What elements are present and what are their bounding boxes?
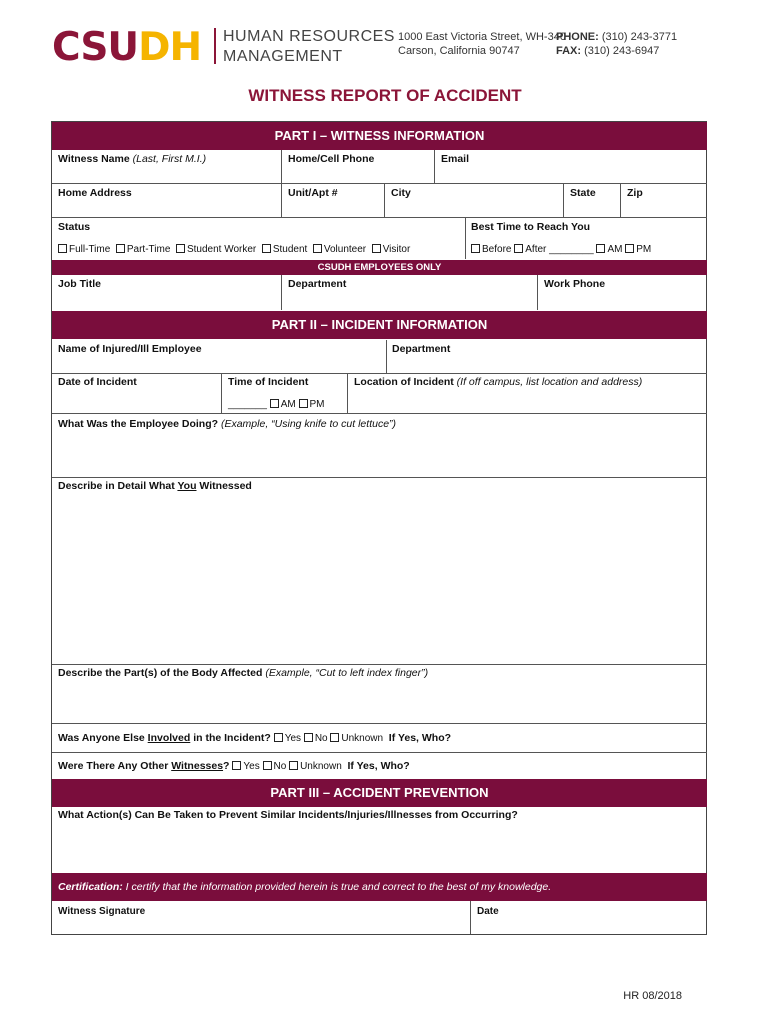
involved-yes-checkbox[interactable]: Yes [274, 733, 301, 744]
anyone-involved-question: Was Anyone Else Involved in the Incident? Yes No Unknown If Yes, Who? [58, 732, 452, 744]
divider [563, 184, 564, 217]
status-visitor-checkbox[interactable]: Visitor [372, 244, 411, 255]
employee-activity-field[interactable]: What Was the Employee Doing? (Example, “Using knife to cut lettuce”) [58, 418, 397, 430]
form-revision: HR 08/2018 [623, 990, 682, 1002]
department-field[interactable]: Department [288, 278, 347, 290]
checkbox-icon [596, 244, 605, 253]
checkbox-icon [176, 244, 185, 253]
date-of-incident-field[interactable]: Date of Incident [58, 376, 137, 388]
checkbox-icon [471, 244, 480, 253]
other-witnesses-question: Were There Any Other Witnesses? Yes No Unknown If Yes, Who? [58, 760, 410, 772]
checkbox-icon [232, 761, 241, 770]
work-phone-field[interactable]: Work Phone [544, 278, 606, 290]
home-cell-phone-field[interactable]: Home/Cell Phone [288, 153, 375, 165]
witnesses-unknown-checkbox[interactable]: Unknown [289, 761, 342, 772]
part2-heading: PART II – INCIDENT INFORMATION [52, 311, 707, 339]
part3-heading: PART III – ACCIDENT PREVENTION [52, 779, 707, 807]
involved-unknown-checkbox[interactable]: Unknown [330, 733, 383, 744]
injured-employee-name-field[interactable]: Name of Injured/Ill Employee [58, 343, 202, 355]
status-volunteer-checkbox[interactable]: Volunteer [313, 244, 366, 255]
address-block: 1000 East Victoria Street, WH-340 Carson, California 90747 [398, 31, 566, 57]
divider [465, 218, 466, 259]
witness-description-field[interactable]: Describe in Detail What You Witnessed [58, 480, 252, 492]
am-checkbox[interactable]: AM [596, 244, 622, 255]
prevention-actions-field[interactable]: What Action(s) Can Be Taken to Prevent Similar Incidents/Injuries/Illnesses from Occurring? [58, 809, 518, 821]
checkbox-icon [262, 244, 271, 253]
department-name: HUMAN RESOURCES MANAGEMENT [223, 28, 395, 65]
divider [221, 374, 222, 413]
divider [52, 373, 707, 374]
state-field[interactable]: State [570, 187, 596, 199]
contact-block: PHONE: (310) 243-3771 FAX: (310) 243-6947 [556, 31, 678, 57]
incident-pm-checkbox[interactable]: PM [299, 399, 325, 410]
divider [52, 183, 707, 184]
involved-who-field[interactable]: If Yes, Who? [388, 732, 452, 744]
time-of-incident-label: Time of Incident [228, 376, 309, 388]
divider [281, 275, 282, 310]
incident-am-checkbox[interactable]: AM [270, 399, 296, 410]
city-field[interactable]: City [391, 187, 411, 199]
witnesses-no-checkbox[interactable]: No [263, 761, 287, 772]
divider [52, 752, 707, 753]
witness-name-field[interactable]: Witness Name (Last, First M.I.) [58, 153, 207, 165]
divider [52, 217, 707, 218]
divider [470, 901, 471, 934]
status-student-worker-checkbox[interactable]: Student Worker [176, 244, 256, 255]
body-part-affected-field[interactable]: Describe the Part(s) of the Body Affected (Example, “Cut to left index finger”) [58, 667, 429, 679]
pm-checkbox[interactable]: PM [625, 244, 651, 255]
header-divider [214, 28, 216, 64]
checkbox-icon [304, 733, 313, 742]
time-of-incident-input [228, 399, 325, 410]
signature-date-field[interactable]: Date [477, 906, 499, 917]
divider [620, 184, 621, 217]
checkbox-icon [263, 761, 272, 770]
best-time-label: Best Time to Reach You [471, 221, 591, 233]
divider [386, 340, 387, 373]
zip-field[interactable]: Zip [627, 187, 643, 199]
checkbox-icon [330, 733, 339, 742]
witness-signature-field[interactable]: Witness Signature [58, 906, 146, 917]
status-label: Status [58, 221, 91, 233]
status-parttime-checkbox[interactable]: Part-Time [116, 244, 171, 255]
status-options [58, 244, 410, 255]
email-field[interactable]: Email [441, 153, 470, 165]
divider [434, 150, 435, 183]
divider [52, 664, 707, 665]
divider [281, 150, 282, 217]
status-student-checkbox[interactable]: Student [262, 244, 307, 255]
checkbox-icon [274, 733, 283, 742]
checkbox-icon [270, 399, 279, 408]
checkbox-icon [372, 244, 381, 253]
part1-heading: PART I – WITNESS INFORMATION [52, 122, 707, 150]
divider [384, 184, 385, 217]
time-blank[interactable]: _______ [228, 399, 267, 410]
after-time-blank[interactable]: ________ [549, 244, 594, 255]
divider [52, 477, 707, 478]
home-address-field[interactable]: Home Address [58, 187, 132, 199]
checkbox-icon [116, 244, 125, 253]
job-title-field[interactable]: Job Title [58, 278, 101, 290]
employees-only-heading: CSUDH EMPLOYEES ONLY [52, 260, 707, 275]
best-time-options [471, 244, 651, 255]
after-checkbox[interactable]: After [514, 244, 546, 255]
checkbox-icon [625, 244, 634, 253]
checkbox-icon [299, 399, 308, 408]
certification-statement: Certification: I certify that the information provided herein is true and correct to the best of my knowledge. [52, 873, 707, 901]
status-fulltime-checkbox[interactable]: Full-Time [58, 244, 110, 255]
divider [52, 723, 707, 724]
checkbox-icon [514, 244, 523, 253]
before-checkbox[interactable]: Before [471, 244, 511, 255]
witnesses-who-field[interactable]: If Yes, Who? [347, 760, 410, 772]
divider [52, 413, 707, 414]
page-title: WITNESS REPORT OF ACCIDENT [248, 86, 522, 105]
checkbox-icon [58, 244, 67, 253]
checkbox-icon [289, 761, 298, 770]
unit-apt-field[interactable]: Unit/Apt # [288, 187, 338, 199]
divider [347, 374, 348, 413]
divider [537, 275, 538, 310]
witnesses-yes-checkbox[interactable]: Yes [232, 761, 259, 772]
injured-department-field[interactable]: Department [392, 343, 451, 355]
csudh-logo: CSUDH [52, 25, 202, 70]
checkbox-icon [313, 244, 322, 253]
location-of-incident-field[interactable]: Location of Incident (If off campus, list location and address) [354, 376, 643, 388]
involved-no-checkbox[interactable]: No [304, 733, 328, 744]
